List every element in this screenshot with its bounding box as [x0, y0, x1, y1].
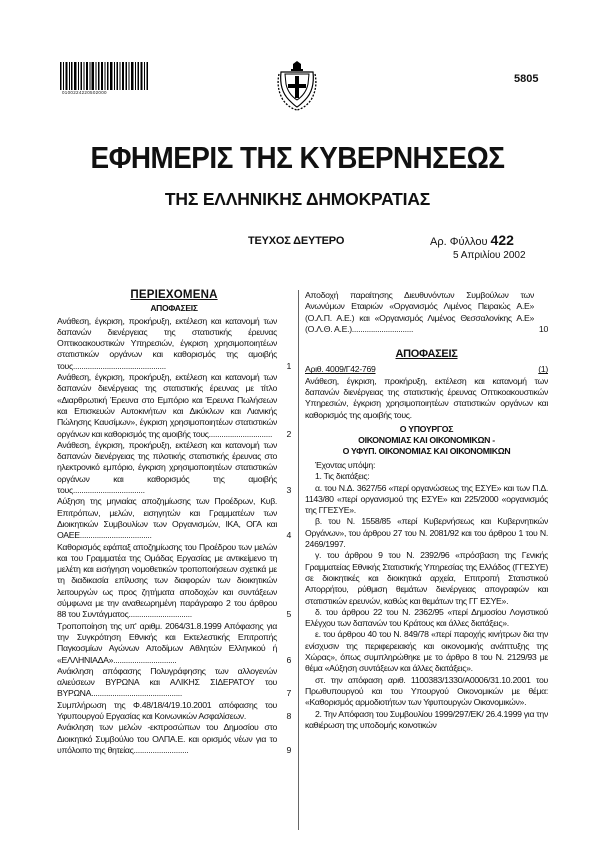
- entry-page: 9: [286, 744, 291, 755]
- gazette-title: ΕΦΗΜΕΡΙΣ ΤΗΣ ΚΥΒΕΡΝΗΣΕΩΣ: [90, 140, 505, 175]
- column-divider: [298, 290, 299, 830]
- sheet-number: [430, 232, 514, 248]
- entry-text: Ανάθεση, έγκριση, προκήρυξη, εκτέλεση και κατανομή των δαπανών διενέργειας της στατιστικής έρευνας με τίτλο «Διαρθρωτική Έρευνα στο Εμπόριο και Έρευνα Πωλήσεων και Επισκευών Αυτοκινήτων και Δικύκλων και Λιανικής Πώλησης Καυσίμων», έγκριση χρησιμοποιητέων στατιστικών οργάνων και καθορισμός της αμοιβής τους..............................: [57, 372, 277, 439]
- entry-page: 3: [286, 485, 291, 496]
- contents-entry: [57, 722, 291, 756]
- entry-text: Ανάκληση απόφασης Πολυγράφησης των αλλογενών αλιεύσεων ΒΥΡΩΝΑ και ΑΛΙΚΗΣ ΣΙΔΕΡΑΤΟΥ του ΒΥΡΩΝΑ...........................................: [57, 665, 277, 699]
- contents-entry: [57, 316, 291, 372]
- entry-page: 5: [286, 609, 291, 620]
- issue-label: ΤΕΥΧΟΣ ΔΕΥΤΕΡΟ: [248, 235, 345, 247]
- coat-of-arms-emblem: [275, 60, 319, 112]
- ministry-line: Ο ΥΠΟΥΡΓΟΣ: [399, 423, 454, 434]
- barcode-number: 0100224220502000: [62, 90, 107, 95]
- barcode: [60, 62, 148, 92]
- decision-paragraph: στ. την απόφαση αριθ. 1100383/1330/Α0006/31.10.2001 του Πρωθυπουργού και του Υπουργού Οικονομικών με θέμα: «Καθορισμός αρμοδιοτήτων των Υφυπουργών Οικονομικών».: [305, 674, 548, 708]
- entry-text: Τροποποίηση της υπ' αριθμ. 2064/31.8.1999 Απόφασης για την Συγκρότηση Εθνικής και Εκτελεστικής Επιτροπής Παγκοσμίων Αγώνων Αποδίμων Αθλητών Ελληνικού ή «ΕΛΛΗΝΙΑΔΑ»..............................: [57, 620, 277, 665]
- entry-page: 7: [286, 688, 291, 699]
- decision-paragraph: Έχοντας υπόψη:: [315, 459, 376, 470]
- contents-entry: [57, 700, 291, 723]
- entry-page: 4: [286, 530, 291, 541]
- contents-decisions-heading: ΑΠΟΦΑΣΕΙΣ: [150, 303, 198, 314]
- sheet-number-value: 422: [490, 232, 514, 248]
- entry-text: Ανάθεση, έγκριση, προκήρυξη, εκτέλεση και κατανομή των δαπανών διενέργειας της πιλοτικής στατιστικής έρευνας στο ηλεκτρονικό εμπόριο, έγκριση χρησιμοποιητέων στατιστικών οργάνων και καθορισμός της αμοιβής τους..................................: [57, 439, 277, 496]
- contents-column: [57, 290, 291, 756]
- decision-paragraph: α. του Ν.Δ. 3627/56 «περί οργανώσεως της ΕΣΥΕ» και των Π.Δ. 1143/80 «περί οργανισμού της ΕΣΥΕ» και 225/2000 «οργανισμός της ΓΓΕΣΥΕ».: [305, 482, 548, 516]
- entry-text: Ανάκληση των μελών -εκπροσώπων του Δημοσίου στο Διοικητικό Συμβούλιο του ΟΛΠΑ.Ε. και ορισμός νέων για το υπόλοιπο της θητείας..........................: [57, 722, 277, 755]
- decision-reference: [305, 364, 548, 375]
- ministry-line: ΟΙΚΟΝΟΜΙΑΣ ΚΑΙ ΟΙΚΟΝΟΜΙΚΩΝ -: [358, 434, 495, 445]
- decision-ref-number: Αριθ. 4009/Γ42-769: [305, 364, 376, 375]
- ministry-heading: [305, 424, 548, 457]
- decision-summary: Ανάθεση, έγκριση, προκήρυξη, εκτέλεση και κατανομή των δαπανών διενέργειας της στατιστικής έρευνας Οπτικοακουστικών Υπηρεσιών, έγκριση χρησιμοποιητέων στατιστικών οργάνων και καθορισμός της αμοιβής τους.: [305, 375, 548, 420]
- decision-paragraph: β. του Ν. 1558/85 «περί Κυβερνήσεως και Κυβερνητικών Οργάνων», του άρθρου 27 του Ν. 2081/92 και του άρθρου 1 του Ν. 2469/1997.: [305, 516, 548, 550]
- decisions-column: [305, 290, 548, 731]
- entry-page: 8: [286, 710, 291, 721]
- sheet-label: Αρ. Φύλλου: [430, 236, 488, 248]
- decision-ref-index: (1): [538, 364, 548, 375]
- entry-page: 1: [286, 360, 291, 371]
- decision-paragraph: 2. Την Απόφαση του Συμβουλίου 1999/297/ΕΚ/ 26.4.1999 για την καθιέρωση της υποδομής κοινοτικών: [305, 708, 548, 730]
- contents-entry: [305, 290, 548, 335]
- entry-page: 10: [538, 323, 548, 334]
- issue-date: 5 Απριλίου 2002: [453, 250, 526, 261]
- contents-entry: [57, 440, 291, 496]
- entry-text: Αύξηση της μηνιαίας αποζημίωσης των Προέδρων, Κυβ. Επιτρόπων, μελών, εισηγητών και Γραμματέων των Διοικητικών Συμβουλίων των Οργανισμών, ΙΚΑ, ΟΓΑ και ΟΑΕΕ..................................: [57, 496, 277, 541]
- entry-page: 6: [286, 654, 291, 665]
- decision-paragraph: ε. του άρθρου 40 του Ν. 849/78 «περί παροχής κινήτρων δια την ενίσχυσιν της περιφερειακής και οικονομικής ανάπτυξης της Χώρας», όπως συμπληρώθηκε με το άρθρο 8 του Ν. 2129/93 με θέμα «Αύξηση συντάξεων και άλλες διατάξεις».: [305, 629, 548, 674]
- contents-heading: ΠΕΡΙΕΧΟΜΕΝΑ: [130, 289, 218, 301]
- contents-entry: [57, 621, 291, 666]
- decision-paragraph: δ. του άρθρου 22 του Ν. 2362/95 «περί Δημοσίου Λογιστικού Ελέγχου των δαπανών του Κράτους και άλλες διατάξεις».: [305, 606, 548, 629]
- decision-paragraph: 1. Τις διατάξεις:: [315, 471, 370, 482]
- ministry-line: Ο ΥΦΥΠ. ΟΙΚΟΝΟΜΙΑΣ ΚΑΙ ΟΙΚΟΝΟΜΙΚΩΝ: [342, 445, 511, 456]
- contents-entry: [57, 542, 291, 621]
- contents-entry: [57, 666, 291, 700]
- entry-page: 2: [286, 428, 291, 439]
- decisions-heading: ΑΠΟΦΑΣΕΙΣ: [395, 348, 458, 361]
- contents-entry: [57, 496, 291, 541]
- entry-text: Ανάθεση, έγκριση, προκήρυξη, εκτέλεση και κατανομή των δαπανών διενέργειας της στατιστικής έρευνας Οπτικοακουστικών Υπηρεσιών, έγκριση χρησιμοποιητέων στατιστικών οργάνων και καθορισμός της αμοιβής τους............................................: [57, 315, 277, 371]
- contents-entry: [57, 372, 291, 440]
- page-number: 5805: [514, 73, 539, 85]
- entry-text: Αποδοχή παραίτησης Διευθυνόντων Συμβούλων των Ανωνύμων Εταιριών «Οργανισμός Λιμένος Πειραιώς Α.Ε» (Ο.Λ.Π. Α.Ε.) και «Οργανισμός Λιμένος Θεσσαλονίκης Α.Ε» (Ο.Λ.Θ. Α.Ε.).............................: [305, 290, 534, 334]
- gazette-subtitle: ΤΗΣ ΕΛΛΗΝΙΚΗΣ ΔΗΜΟΚΡΑΤΙΑΣ: [164, 189, 431, 209]
- entry-text: Καθορισμός εφάπαξ αποζημίωσης του Προέδρου των μελών και του Γραμματέα της Ομάδας Εργασίας με αντικείμενο τη μελέτη και εισήγηση νομοθετικών τροποποιήσεων σχετικά με τη διαδικασία επίλυσης των διαφορών των διοικητικών λειτουργών ως προς ζητήματα αποδοχών και συντάξεων σύμφωνα με την αναθεωρημένη παράγραφο 2 του άρθρου 88 του Συντάγματος..............................: [57, 541, 277, 620]
- entry-text: Συμπλήρωση της Φ.48/18/4/19.10.2001 απόφασης του Υφυπουργού Εργασίας και Κοινωνικών Ασφαλίσεων.: [57, 699, 277, 721]
- decision-paragraph: γ. του άρθρου 9 του Ν. 2392/96 «πρόσβαση της Γενικής Γραμματείας Εθνικής Στατιστικής Υπηρεσίας της Ελλάδος (ΓΓΕΣΥΕ) σε διοικητικές και διοικητικά αρχεία, Επιτροπή Στατιστικού Απορρήτου, ρύθμιση θεμάτων διενέργειας απογραφών και στατιστικών ερευνών, καθώς και θεμάτων της ΓΓ ΕΣΥΕ».: [305, 550, 548, 606]
